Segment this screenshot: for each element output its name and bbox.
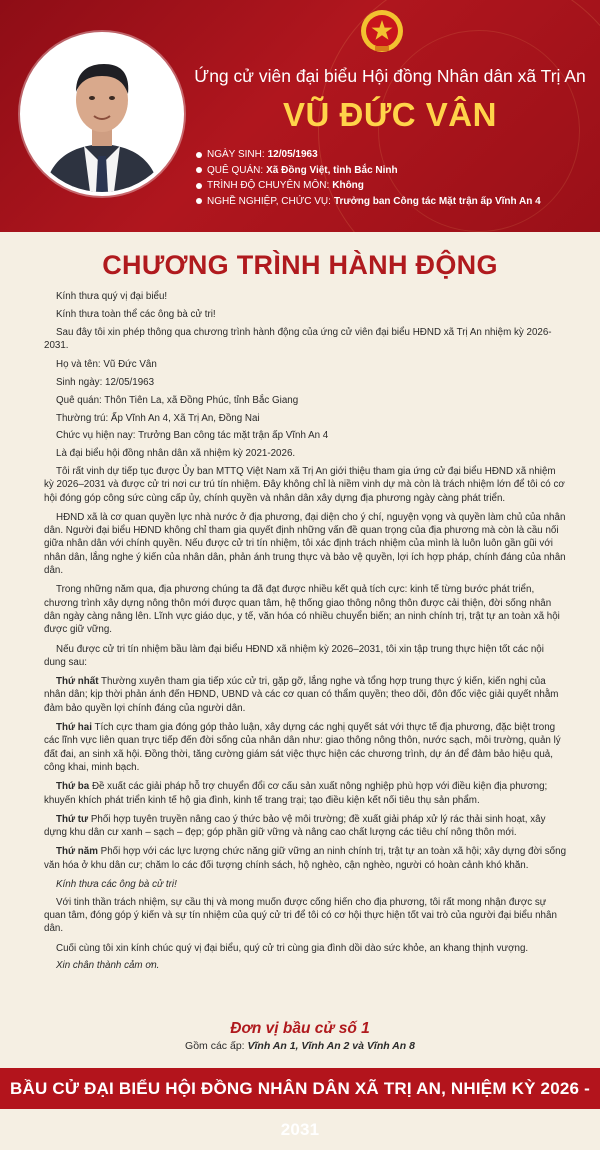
- bullet-icon: [196, 167, 202, 173]
- greeting: Kính thưa quý vị đại biểu!: [56, 291, 168, 302]
- info-label: NGÀY SINH:: [207, 149, 265, 160]
- bio-line: Chức vụ hiện nay: Trưởng Ban công tác mặt trận ấp Vĩnh An 4: [56, 430, 329, 442]
- closing-paragraph: Với tinh thần trách nhiệm, sự cầu thị và mong muốn được cống hiến cho địa phương, tôi rất mong nhận được sự quan tâm, đóng góp ý kiến và sự tín nhiệm của quý cử tri để tôi có cơ hội thực hiện tốt vai trò của người đại biểu nhân dân.: [44, 896, 557, 935]
- task-text: Phối hợp với các lực lượng chức năng giữ vững an ninh chính trị, trật tự an toàn xã hội; xây dựng đời sống văn hóa ở khu dân cư; chăm lo các đối tượng chính sách, hộ nghèo, cận nghèo, người có hoàn cảnh khó khăn.: [44, 846, 567, 871]
- task-lead: Thứ tư: [56, 813, 89, 825]
- info-label: NGHỀ NGHIỆP, CHỨC VỤ:: [207, 195, 331, 207]
- program-title: CHƯƠNG TRÌNH HÀNH ĐỘNG: [102, 250, 498, 280]
- header-banner: [0, 0, 600, 232]
- task-text: Thường xuyên tham gia tiếp xúc cử tri, gặp gỡ, lắng nghe và tổng hợp trung thực ý kiến, kiến nghị của nhân dân; kịp thời phản ánh đến HĐND, UBND và các cơ quan có thẩm quyền; theo dõi, đôn đốc việc giải quyết nhằm đảm bảo quyền lợi chính đáng của người dân.: [44, 676, 559, 714]
- electoral-unit: [0, 1020, 600, 1052]
- bio-line: Họ và tên: Vũ Đức Vân: [56, 359, 157, 371]
- bullet-icon: [196, 152, 202, 158]
- info-value: Xã Đồng Việt, tỉnh Bắc Ninh: [266, 164, 398, 176]
- national-emblem-icon: [359, 8, 405, 54]
- task-text: Tích cực tham gia đóng góp thảo luận, xây dựng các nghị quyết sát với thực tế địa phương, đặc biệt trong các lĩnh vực liên quan trực tiếp đến đời sống của nhân dân như: giao thông nông thôn, nước sạch, môi trường, quản lý đất đai, an sinh xã hội. Đồng thời, tăng cường giám sát việc thực hiện các chương trình, dự án để đảm bảo hiệu quả, công khai, minh bạch.: [44, 722, 561, 773]
- task-paragraph: [44, 845, 568, 872]
- portrait-image: [24, 36, 180, 192]
- task-text: Phối hợp tuyên truyền nâng cao ý thức bảo vệ môi trường; đề xuất giải pháp xử lý rác thải sinh hoạt, xây dựng khu dân cư xanh – sạch – đẹp; góp phần giữ vững và nâng cao chất lượng các tiêu chí nông thôn mới.: [44, 813, 546, 839]
- bullet-icon: [196, 198, 202, 204]
- task-lead: Thứ ba: [56, 781, 90, 793]
- electoral-unit-areas: [0, 1040, 600, 1052]
- info-value: Không: [332, 180, 364, 191]
- areas-list: Vĩnh An 1, Vĩnh An 2 và Vĩnh An 8: [247, 1040, 415, 1052]
- info-item-hometown: [196, 163, 596, 179]
- footer-banner: BẦU CỬ ĐẠI BIỂU HỘI ĐỒNG NHÂN DÂN XÃ TRỊ AN, NHIỆM KỲ 2026 - 2031: [0, 1068, 600, 1109]
- info-value: 12/05/1963: [267, 149, 318, 160]
- candidate-name: VŨ ĐỨC VÂN: [283, 96, 497, 133]
- electoral-unit-title: Đơn vị bầu cử số 1: [230, 1020, 370, 1037]
- task-paragraph: [44, 780, 568, 807]
- info-item-birthdate: [196, 147, 596, 163]
- info-label: TRÌNH ĐỘ CHUYÊN MÔN:: [207, 180, 330, 191]
- task-paragraph: [44, 721, 568, 774]
- task-lead: Thứ năm: [56, 846, 98, 858]
- task-lead: Thứ nhất: [56, 676, 99, 688]
- thanks-line: Xin chân thành cảm ơn.: [56, 960, 160, 972]
- task-text: Đề xuất các giải pháp hỗ trợ chuyển đổi cơ cấu sản xuất nông nghiệp phù hợp với điều kiện địa phương; khuyến khích phát triển kinh tế hộ gia đình, kinh tế trang trại; tạo điều kiện kết nối tiêu thụ sản phẩm.: [44, 781, 548, 806]
- candidate-info-list: [196, 147, 596, 209]
- intro-paragraph: Sau đây tôi xin phép thông qua chương trình hành động của ứng cử viên đại biểu HĐND xã Trị An nhiệm kỳ 2026-2031.: [44, 326, 552, 351]
- bio-line: Thường trú: Ấp Vĩnh An 4, Xã Trị An, Đồng Nai: [56, 412, 260, 424]
- task-paragraph: [44, 813, 568, 840]
- bio-line: Sinh ngày: 12/05/1963: [56, 376, 155, 388]
- body-paragraph: Tôi rất vinh dự tiếp tục được Ủy ban MTTQ Việt Nam xã Trị An giới thiệu tham gia ứng cử đại biểu HĐND xã nhiệm kỳ 2026–2031 và được cử tri nơi cư trú tín nhiệm. Đây không chỉ là niềm vinh dự mà còn là trách nhiệm lớn để tôi có cơ hội đóng góp công sức cùng cấp ủy, chính quyền và nhân dân xây dựng địa phương ngày càng phát triển.: [44, 465, 565, 504]
- program-body: [44, 290, 568, 977]
- bullet-icon: [196, 183, 202, 189]
- candidate-portrait: [20, 32, 184, 196]
- greeting: Kính thưa toàn thể các ông bà cử tri!: [56, 308, 216, 320]
- areas-prefix: Gồm các ấp:: [185, 1040, 248, 1052]
- candidate-subtitle: Ứng cử viên đại biểu Hội đồng Nhân dân xã Trị An: [194, 66, 586, 86]
- wishes-paragraph: Cuối cùng tôi xin kính chúc quý vị đại biểu, quý cử tri cùng gia đình dồi dào sức khỏe, an khang thịnh vượng.: [56, 942, 529, 954]
- bio-line: Quê quán: Thôn Tiên La, xã Đồng Phúc, tỉnh Bắc Giang: [56, 394, 299, 406]
- info-item-education: [196, 178, 596, 194]
- bio-line: Là đại biểu hội đồng nhân dân xã nhiệm kỳ 2021-2026.: [56, 448, 296, 460]
- body-paragraph: HĐND xã là cơ quan quyền lực nhà nước ở địa phương, đại diện cho ý chí, nguyện vọng và quyền làm chủ của nhân dân. Người đại biểu HĐND không chỉ tham gia quyết định những vấn đề quan trọng của địa phương mà còn là cầu nối giữa nhân dân với chính quyền. Nếu được cử tri tín nhiệm, tôi xác định trách nhiệm của mình là luôn luôn gần gũi với nhân dân, lắng nghe ý kiến của nhân dân, phản ánh trung thực và bảo vệ quyền, lợi ích hợp pháp, chính đáng của nhân dân.: [44, 511, 566, 577]
- info-item-occupation: [196, 194, 596, 210]
- task-paragraph: [44, 675, 568, 715]
- closing-greeting: Kính thưa các ông bà cử tri!: [56, 878, 177, 890]
- body-paragraph: Trong những năm qua, địa phương chúng ta đã đạt được nhiều kết quả tích cực: kinh tế từng bước phát triển, chương trình xây dựng nông thôn mới được quan tâm, hệ thống giao thông nông thôn được cải thiện, đời sống nhân dân ngày càng nâng lên. Lĩnh vực giáo dục, y tế, văn hóa có nhiều chuyển biến; an ninh chính trị, trật tự an toàn xã hội được giữ vững.: [44, 584, 560, 636]
- task-lead: Thứ hai: [56, 722, 92, 734]
- info-label: QUÊ QUÁN:: [207, 164, 264, 176]
- info-value: Trưởng ban Công tác Mặt trận ấp Vĩnh An 4: [333, 195, 541, 207]
- body-paragraph: Nếu được cử tri tín nhiệm bầu làm đại biểu HĐND xã nhiệm kỳ 2026–2031, tôi xin tập trung thực hiện tốt các nội dung sau:: [44, 643, 544, 668]
